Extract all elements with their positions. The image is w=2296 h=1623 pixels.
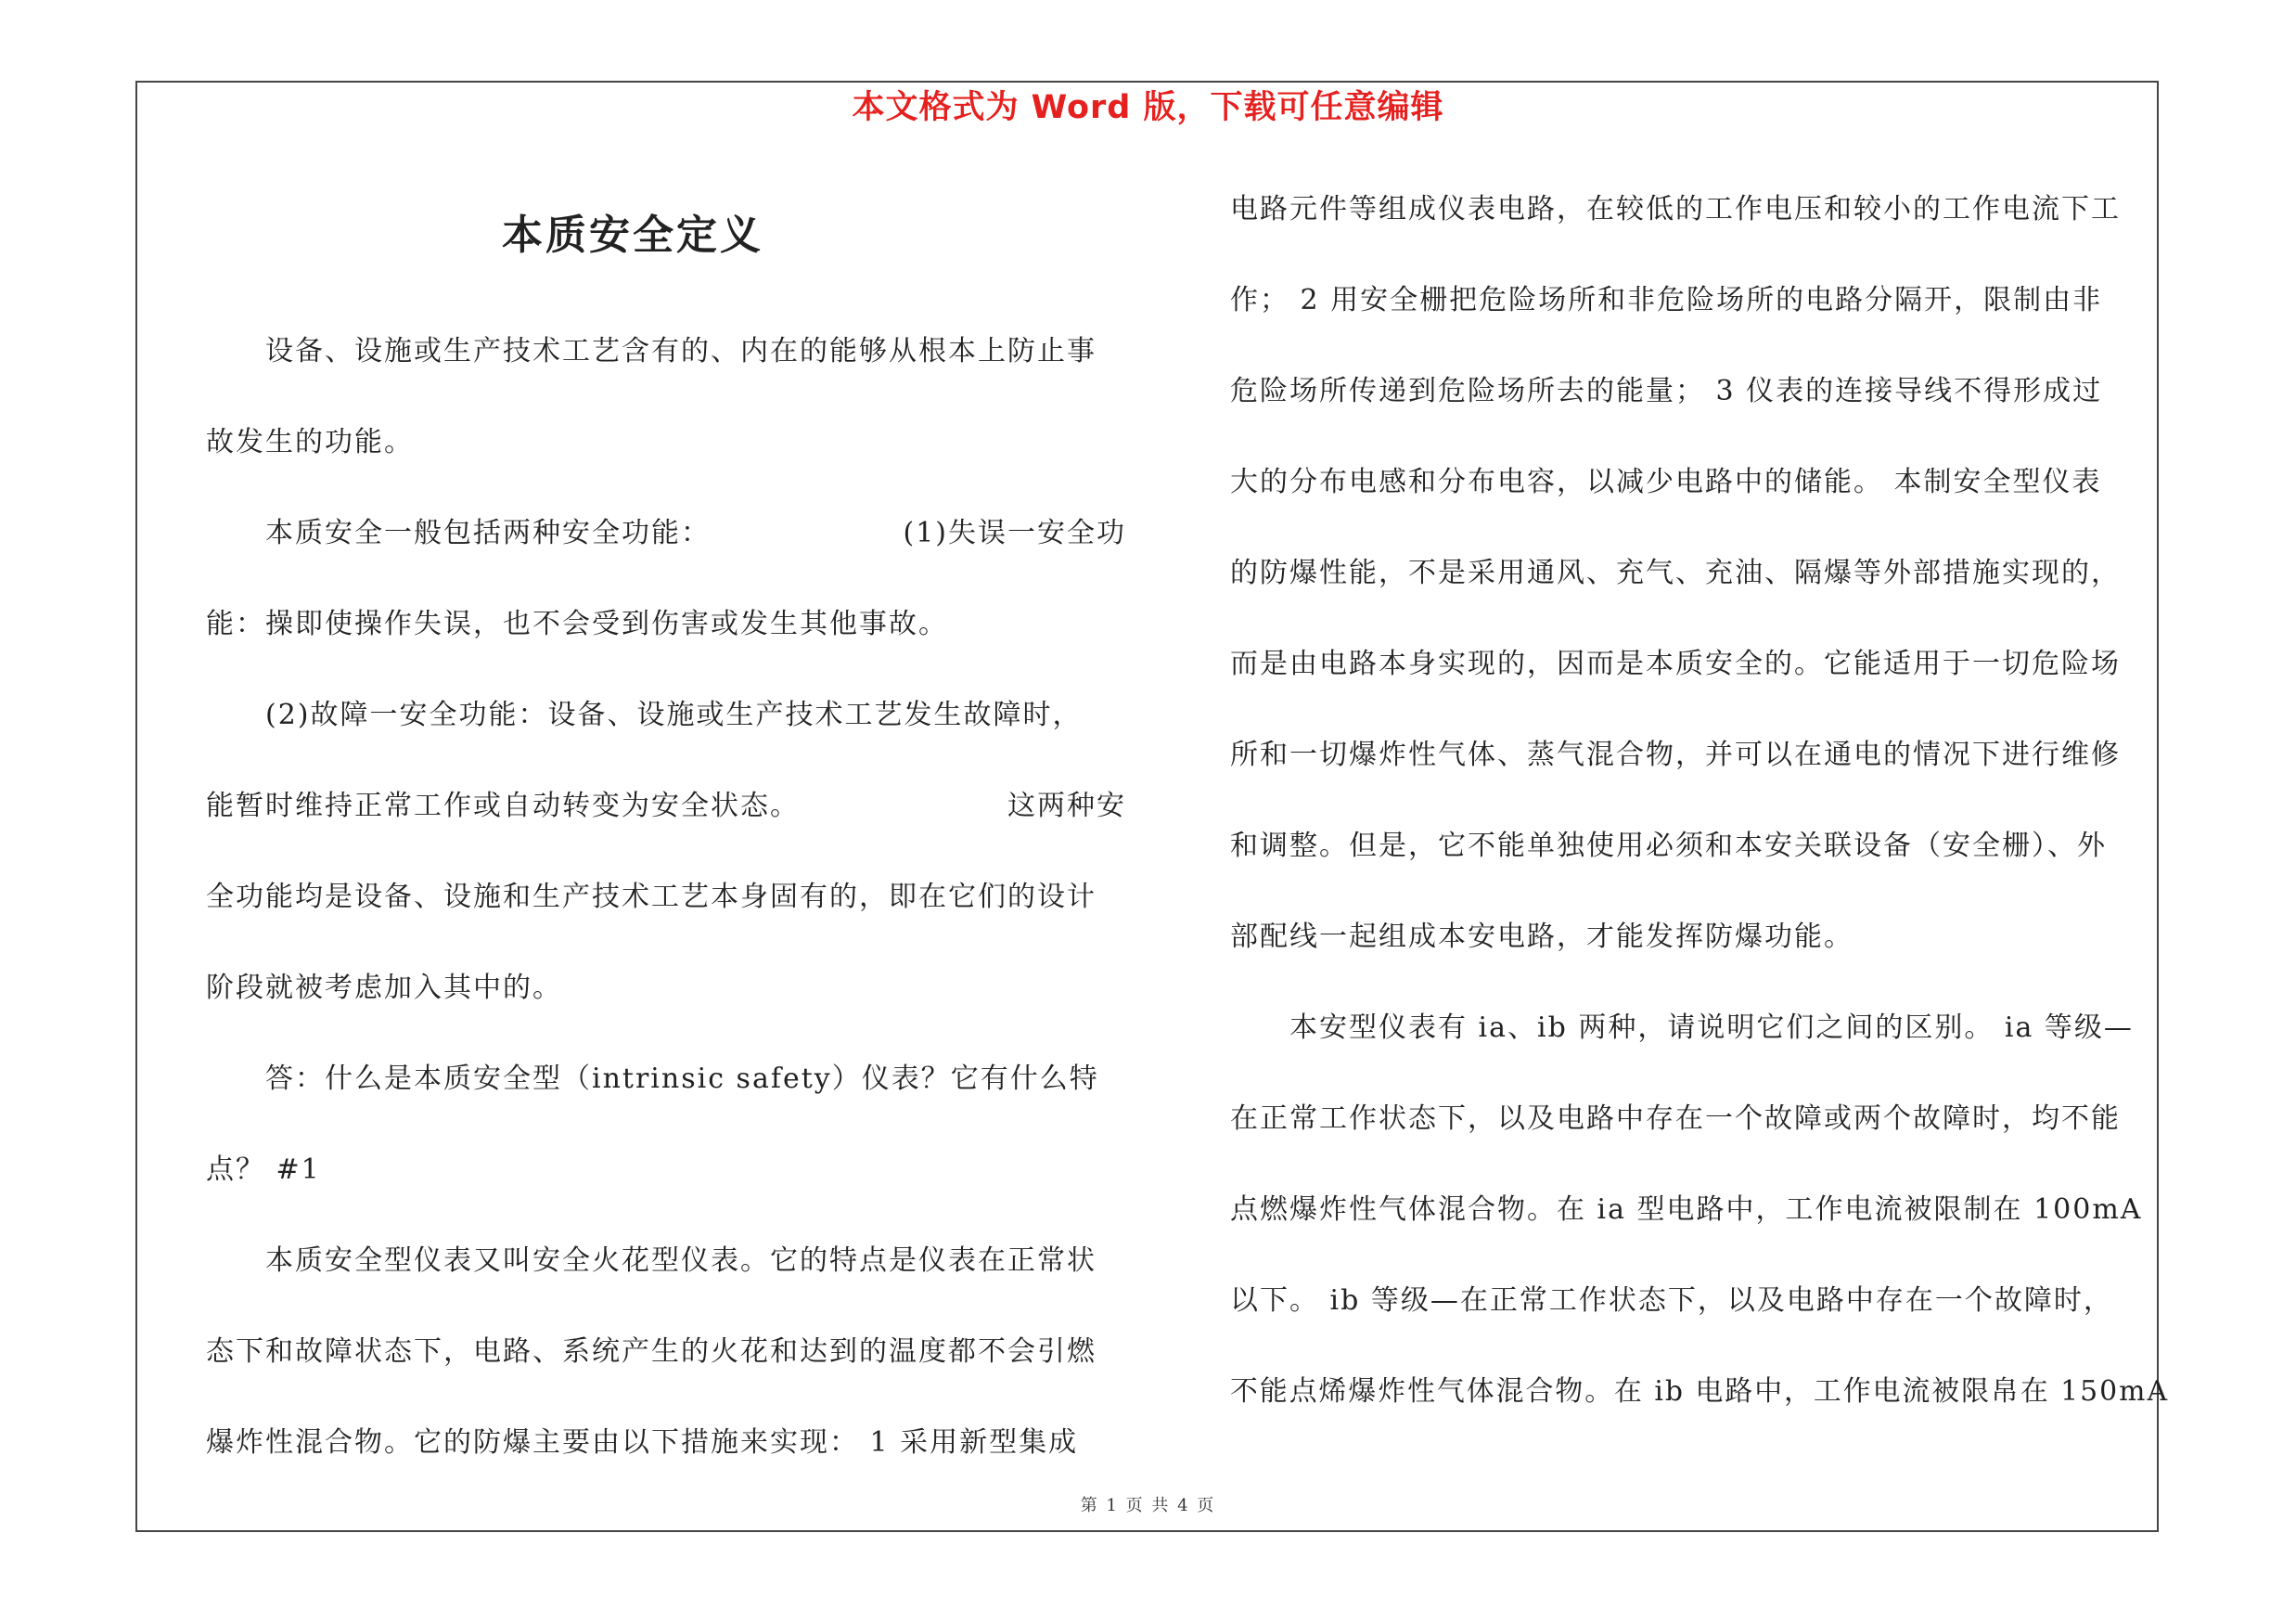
document-title: 本质安全定义 <box>502 212 763 259</box>
text-line-content: 大的分布电感和分布电容，以减少电路中的储能。 本制安全型仪表 <box>1230 466 2102 498</box>
text-line-content: 电路元件等组成仪表电路，在较低的工作电压和较小的工作电流下工 <box>1230 193 2121 225</box>
text-line-content: 的防爆性能，不是采用通风、充气、充油、隔爆等外部措施实现的， <box>1230 557 2121 589</box>
text-line-content: 点燃爆炸性气体混合物。在 ia 型电路中，工作电流被限制在 100mA <box>1230 1193 2143 1226</box>
text-line-content: 能暂时维持正常工作或自动转变为安全状态。 <box>206 790 800 822</box>
text-line <box>206 761 1126 852</box>
text-line-tail: (1)失误一安全功 <box>903 517 1126 549</box>
text-line-content: 所和一切爆炸性气体、蒸气混合物，并可以在通电的情况下进行维修 <box>1230 739 2121 771</box>
text-line-content: 本安型仪表有 ia、ib 两种，请说明它们之间的区别。 ia 等级— <box>1289 1011 2134 1044</box>
text-line <box>1230 801 2169 892</box>
text-line-content: 危险场所传递到危险场所去的能量； 3 仪表的连接导线不得形成过 <box>1230 375 2103 407</box>
text-line <box>206 852 1126 943</box>
word-format-banner: 本文格式为 Word 版，下载可任意编辑 <box>852 89 1444 126</box>
text-line <box>206 670 1126 761</box>
text-line <box>1230 710 2169 801</box>
text-line-content: 不能点烯爆炸性气体混合物。在 ib 电路中，工作电流被限帛在 150mA <box>1230 1375 2170 1408</box>
text-line-content: 爆炸性混合物。它的防爆主要由以下措施来实现： 1 采用新型集成 <box>206 1426 1079 1459</box>
text-line <box>1230 983 2169 1074</box>
text-line <box>1230 1074 2169 1165</box>
text-line <box>206 1216 1126 1307</box>
text-line-content: 阶段就被考虑加入其中的。 <box>206 972 562 1004</box>
text-line <box>1230 528 2169 619</box>
page-number-footer: 第 1 页 共 4 页 <box>1080 1496 1216 1515</box>
text-line-content: 设备、设施或生产技术工艺含有的、内在的能够从根本上防止事 <box>265 335 1097 367</box>
text-line <box>1230 1346 2169 1437</box>
text-line <box>1230 892 2169 983</box>
text-line-content: 而是由电路本身实现的，因而是本质安全的。它能适用于一切危险场 <box>1230 648 2121 680</box>
text-line-content: 和调整。但是，它不能单独使用必须和本安关联设备（安全栅）、外 <box>1230 830 2107 862</box>
text-line-tail: 这两种安 <box>1007 790 1126 822</box>
text-line-content: 本质安全型仪表又叫安全火花型仪表。它的特点是仪表在正常状 <box>265 1244 1097 1277</box>
text-line-content: 点？ #1 <box>206 1153 321 1186</box>
left-text-column <box>206 306 1126 1488</box>
text-line-content: 作； 2 用安全栅把危险场所和非危险场所的电路分隔开，限制由非 <box>1230 284 2103 316</box>
text-line <box>1230 1256 2169 1346</box>
text-line-content: 以下。 ib 等级—在正常工作状态下，以及电路中存在一个故障时， <box>1230 1284 2113 1317</box>
text-line <box>206 306 1126 397</box>
text-line-content: 部配线一起组成本安电路，才能发挥防爆功能。 <box>1230 921 1853 953</box>
text-line <box>206 1398 1126 1488</box>
text-line <box>1230 437 2169 528</box>
text-line-content: 本质安全一般包括两种安全功能： <box>265 517 711 549</box>
text-line <box>1230 1165 2169 1256</box>
text-line-content: 全功能均是设备、设施和生产技术工艺本身固有的，即在它们的设计 <box>206 881 1097 913</box>
text-line <box>206 397 1126 488</box>
text-line-content: (2)故障一安全功能：设备、设施或生产技术工艺发生故障时， <box>265 699 1083 731</box>
text-line <box>206 943 1126 1034</box>
text-line-content: 故发生的功能。 <box>206 426 414 458</box>
text-line-content: 在正常工作状态下，以及电路中存在一个故障或两个故障时，均不能 <box>1230 1102 2121 1135</box>
text-line <box>1230 619 2169 710</box>
text-line <box>1230 164 2169 255</box>
text-line-content: 答：什么是本质安全型（intrinsic safety）仪表？它有什么特 <box>265 1063 1099 1095</box>
text-line <box>1230 346 2169 437</box>
text-line-content: 态下和故障状态下，电路、系统产生的火花和达到的温度都不会引燃 <box>206 1335 1097 1368</box>
text-line <box>206 1125 1126 1216</box>
text-line-content: 能：操即使操作失误，也不会受到伤害或发生其他事故。 <box>206 608 948 640</box>
text-line <box>206 1034 1126 1125</box>
text-line <box>206 579 1126 670</box>
text-line <box>206 488 1126 579</box>
right-text-column <box>1230 164 2169 1437</box>
text-line <box>1230 255 2169 346</box>
text-line <box>206 1307 1126 1398</box>
